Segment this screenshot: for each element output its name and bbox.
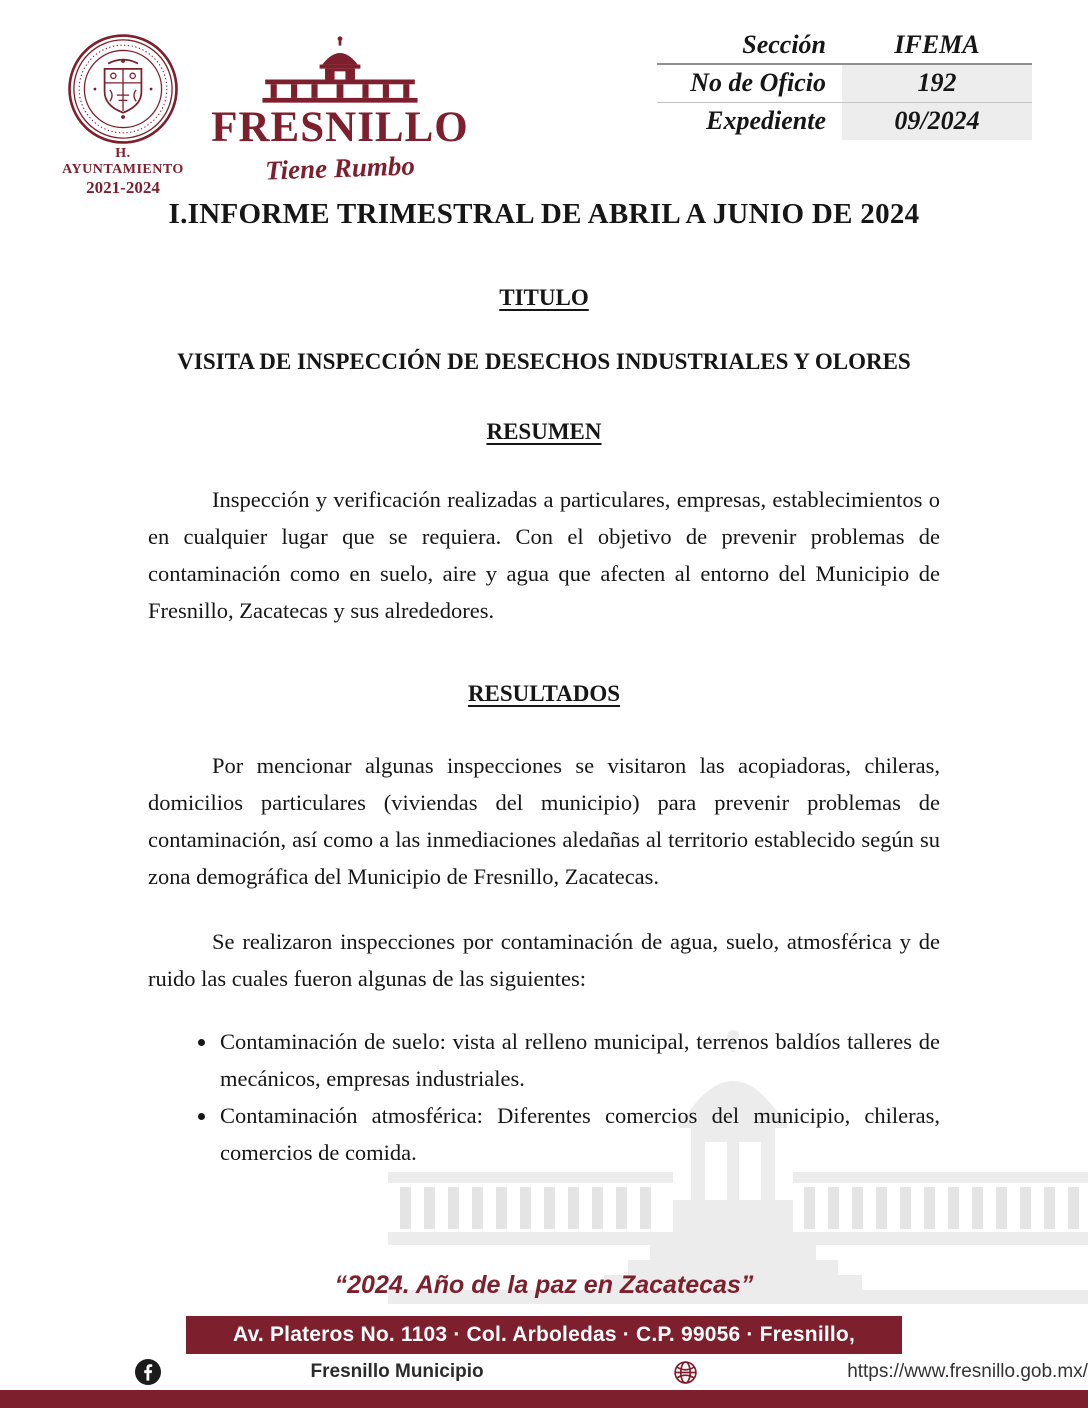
meta-row-expediente: [657, 102, 1032, 140]
seal-caption-line2: 2021-2024: [86, 178, 160, 198]
facebook-icon: [135, 1359, 161, 1385]
heading-resumen: RESUMEN: [486, 419, 602, 444]
meta-label-oficio: No de Oficio: [657, 64, 842, 102]
meta-value-seccion: IFEMA: [842, 26, 1032, 64]
meta-label-expediente: Expediente: [706, 106, 826, 136]
resumen-paragraph: Inspección y verificación realizadas a particulares, empresas, establecimientos o en cualquier lugar que se requiera. Con el objetivo de prevenir problemas de contaminación como en suelo, aire y agua que afecten al entorno del Municipio de Fresnillo, Zacatecas y sus alrededores.: [148, 487, 940, 623]
municipal-seal-block: [60, 32, 186, 198]
document-subtitle: VISITA DE INSPECCIÓN DE DESECHOS INDUSTRIALES Y OLORES: [177, 349, 911, 374]
results-bullet-list: [170, 1023, 940, 1171]
website-url: https://www.fresnillo.gob.mx/: [847, 1361, 1088, 1382]
bullet-item: • Contaminación atmosférica: Diferentes comercios del municipio, chileras, comercios de comida.: [218, 1097, 940, 1171]
heading-titulo: TITULO: [499, 285, 589, 310]
globe-icon: [673, 1360, 698, 1385]
footer-bottom-bar: [0, 1390, 1088, 1408]
heading-resultados: RESULTADOS: [467, 681, 621, 706]
monument-icon: [251, 36, 429, 104]
resultados-paragraph-2: Se realizaron inspecciones por contaminación de agua, suelo, atmosférica y de ruido las cuales fueron algunas de las siguientes:: [148, 929, 940, 991]
bullet-item: • Contaminación de suelo: vista al relleno municipal, terrenos baldíos talleres de mecánicos, empresas industriales.: [218, 1023, 940, 1097]
meta-row-seccion: [657, 26, 1032, 64]
brand-name: FRESNILLO: [211, 104, 469, 151]
meta-value-oficio: 192: [842, 64, 1032, 102]
document-meta-table: [657, 26, 1032, 140]
document-footer: [0, 1271, 1088, 1408]
municipal-seal-icon: [66, 32, 180, 146]
document-body: [0, 198, 1088, 1171]
seal-caption-line1: H. AYUNTAMIENTO: [62, 146, 184, 178]
meta-value-expediente: 09/2024: [842, 102, 1032, 140]
meta-label-seccion: Sección: [657, 26, 842, 64]
facebook-page-label: Fresnillo Municipio: [310, 1361, 484, 1382]
meta-row-oficio: [657, 64, 1032, 102]
document-header: [0, 0, 1088, 198]
seal-caption: [60, 146, 186, 198]
footer-address-bar: Av. Plateros No. 1103 · Col. Arboledas · C.P. 99056 · Fresnillo, Zacatecas.: [186, 1316, 902, 1354]
resultados-paragraph-1: Por mencionar algunas inspecciones se visitaron las acopiadoras, chileras, domicilios particulares (viviendas del municipio) para prevenir problemas de contaminación, así como a las inmediaciones aledañas al territorio establecido según su zona demográfica del Municipio de Fresnillo, Zacatecas.: [148, 753, 940, 889]
brand-logo-block: [200, 36, 480, 184]
footer-slogan: “2024. Año de la paz en Zacatecas”: [334, 1271, 754, 1299]
main-title: I.INFORME TRIMESTRAL DE ABRIL A JUNIO DE 2024: [168, 198, 920, 230]
brand-tagline: Tiene Rumbo: [264, 150, 416, 186]
